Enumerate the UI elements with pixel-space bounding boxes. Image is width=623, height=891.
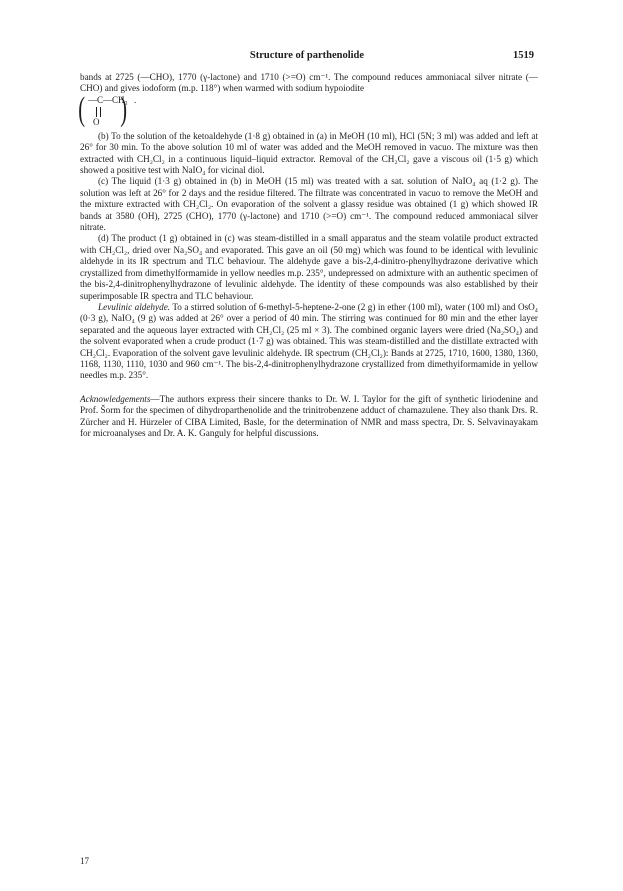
formula-right-paren: ) — [120, 90, 128, 128]
page-number: 1519 — [513, 50, 534, 61]
levulinic-text: To a stirred solution of 6-methyl-5-heptene-2-one (2 g) in ether (100 ml), water (100 ml) and OsO₄ (0·3 g), NaIO₄ (9 g) was added at 26° over a period of 40 min. The stirring was continued for 80 min and the ether layer separated and the aqueous layer extracted with CH₂Cl₂ (25 ml × 3). The combined organic layers were dried (Na₂SO₄) and the solvent evaporated when a crude product (1·7 g) was obtained. This was steam-distilled and the distillate extracted with CH₂Cl₂. Evaporation of the solvent gave levulinic aldehyde. IR spectrum (CH₂Cl₂): Bands at 2725, 1710, 1600, 1380, 1360, 1168, 1130, 1110, 1030 and 960 cm⁻¹. The bis-2,4-dinitrophenylhydrazone crystallized from dimethyiformamide in yellow needles m.p. 235°. — [80, 301, 538, 381]
acknowledgements — [80, 394, 538, 440]
formula-oxygen: O — [93, 116, 100, 127]
paragraph-c: (c) The liquid (1·3 g) obtained in (b) in MeOH (15 ml) was treated with a sat. solution of NaIO₄ aq (1·2 g). The solution was left at 26° for 2 days and the residue filtered. The filtrate was concentrated in vacuo to remove the MeOH and the mixture extracted with CH₂Cl₂. On evaporation of the solvent a glassy residue was obtained (1 g) which showed IR bands at 3580 (OH), 2725 (CHO), 1770 (γ-lactone) and 1710 (>=O) cm⁻¹. The compound reduced ammoniacal silver nitrate. — [80, 176, 538, 233]
formula-period: . — [134, 94, 137, 105]
running-title: Structure of parthenolide — [249, 50, 365, 61]
paragraph-levulinic — [80, 302, 538, 382]
formula-top-text: —C—CH₃ — [88, 94, 128, 105]
acknowledgements-heading: Acknowledgements — [80, 393, 151, 404]
signature-mark: 17 — [80, 856, 89, 866]
paragraph-a-continued: bands at 2725 (—CHO), 1770 (γ-lactone) and 1710 (>=O) cm⁻¹. The compound reduces ammoniacal silver nitrate (—CHO) and gives iodoform (m.p. 118°) when warmed with sodium hypoiodite — [80, 72, 538, 94]
section-gap — [80, 382, 538, 394]
acetyl-group-formula — [78, 90, 538, 129]
levulinic-heading: Levulinic aldehyde. — [98, 301, 171, 312]
paragraph-b: (b) To the solution of the ketoaldehyde (1·8 g) obtained in (a) in MeOH (10 ml), HCl (5N; 3 ml) was added and left at 26° for 30 min. To the above solution 10 ml of water was added and the MeOH removed in vacuo. The mixture was then extracted with CH₂Cl₂ in a continuous liquid–liquid extractor. Removal of the CH₂Cl₂ gave a viscous oil (1·5 g) which showed a positive test with NaIO₄ for vicinal diol. — [80, 130, 538, 176]
double-bond-mark — [96, 107, 101, 117]
running-header — [80, 50, 534, 64]
acknowledgements-text: —The authors express their sincere thanks to Dr. W. I. Taylor for the gift of synthetic liriodenine and Prof. Šorm for the specimen of dihydroparthenolide and the trinitrobenzene adduct of chamazulene. They also thank Drs. R. Zürcher and H. Hürzeler of CIBA Limited, Basle, for the determination of NMR and mass spectra, Dr. S. Selvavinayakam for microanalyses and Dr. A. K. Ganguly for helpful discussions. — [80, 393, 538, 438]
formula-left-paren: ( — [78, 90, 86, 128]
paragraph-d: (d) The product (1 g) obtained in (c) was steam-distilled in a small apparatus and the steam volatile product extracted with CH₂Cl₂, dried over Na₂SO₄ and evaporated. This gave an oil (50 mg) which was found to be identical with levulinic aldehyde in its IR spectrum and TLC behaviour. The aldehyde gave a bis-2,4-dinitro-phenylhydrazone derivative which crystallized from dimethylformamide in yellow needles m.p. 235°, undepressed on admixture with an authentic specimen of the bis-2,4-dinitrophenylhydrazone of levulinic aldehyde. The identity of these compounds was also established by their superimposable IR spectra and TLC behaviour. — [80, 233, 538, 301]
article-body — [80, 72, 538, 439]
